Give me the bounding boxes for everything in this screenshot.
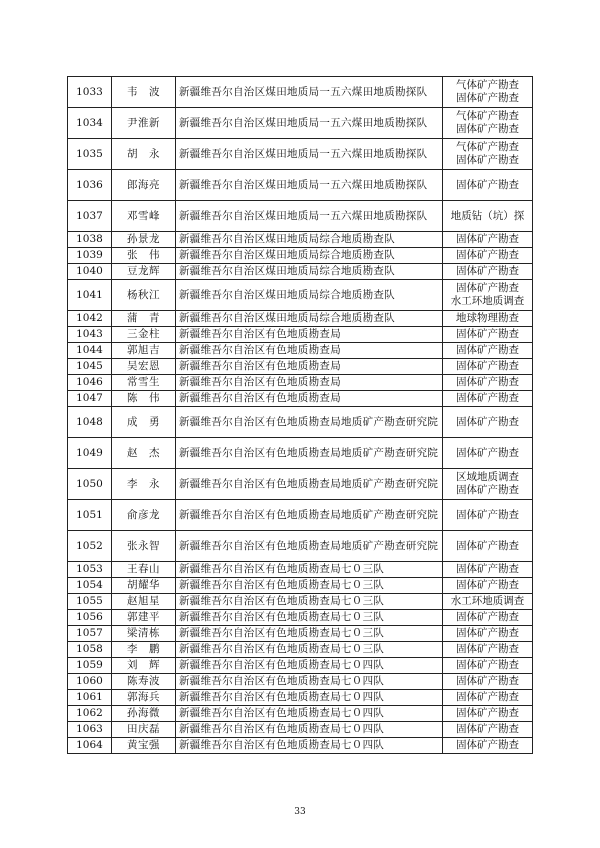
specialty-cell [443, 578, 533, 594]
specialty-cell [443, 722, 533, 738]
row-number-cell: 1041 [68, 280, 112, 311]
row-number-cell: 1036 [68, 170, 112, 201]
person-name-cell: 黄宝强 [112, 738, 176, 754]
row-number-cell: 1061 [68, 690, 112, 706]
work-unit-cell: 新疆维吾尔自治区有色地质勘查局地质矿产勘查研究院 [176, 469, 443, 500]
specialty-cell [443, 311, 533, 327]
work-unit-cell: 新疆维吾尔自治区有色地质勘查局七０四队 [176, 674, 443, 690]
row-number-cell: 1038 [68, 232, 112, 248]
table-row [68, 722, 533, 738]
person-name-cell: 尹淮新 [112, 108, 176, 139]
person-name-cell: 赵 杰 [112, 438, 176, 469]
page-number: 33 [294, 807, 306, 817]
row-number-cell: 1058 [68, 642, 112, 658]
table-row [68, 264, 533, 280]
table-row [68, 500, 533, 531]
specialty-label: 固体矿产勘查 [456, 92, 519, 104]
specialty-label: 固体矿产勘查 [456, 707, 519, 719]
work-unit-cell: 新疆维吾尔自治区有色地质勘查局 [176, 359, 443, 375]
specialty-label: 固体矿产勘查 [456, 265, 519, 277]
specialty-cell [443, 248, 533, 264]
specialty-label: 固体矿产勘查 [456, 392, 519, 404]
specialty-cell [443, 738, 533, 754]
specialty-label: 水工环地质调查 [450, 295, 525, 307]
specialty-label: 固体矿产勘查 [456, 233, 519, 245]
person-name-cell: 刘 辉 [112, 658, 176, 674]
specialty-cell [443, 438, 533, 469]
row-number-cell: 1045 [68, 359, 112, 375]
work-unit-cell: 新疆维吾尔自治区有色地质勘查局七０三队 [176, 626, 443, 642]
specialty-cell [443, 232, 533, 248]
table-row [68, 170, 533, 201]
work-unit-cell: 新疆维吾尔自治区有色地质勘查局七０三队 [176, 578, 443, 594]
specialty-cell [443, 280, 533, 311]
table-row [68, 201, 533, 232]
specialty-label: 气体矿产勘查 [456, 79, 519, 91]
specialty-label: 固体矿产勘查 [456, 691, 519, 703]
work-unit-cell: 新疆维吾尔自治区有色地质勘查局地质矿产勘查研究院 [176, 438, 443, 469]
row-number-cell: 1033 [68, 77, 112, 108]
work-unit-cell: 新疆维吾尔自治区煤田地质局综合地质勘查队 [176, 264, 443, 280]
table-row [68, 391, 533, 407]
specialty-cell [443, 531, 533, 562]
specialty-cell [443, 642, 533, 658]
person-name-cell: 李 永 [112, 469, 176, 500]
person-name-cell: 梁清栋 [112, 626, 176, 642]
specialty-label: 固体矿产勘查 [456, 563, 519, 575]
specialty-label: 固体矿产勘查 [456, 178, 519, 191]
work-unit-cell: 新疆维吾尔自治区有色地质勘查局七０三队 [176, 610, 443, 626]
person-name-cell: 陈寿波 [112, 674, 176, 690]
work-unit-cell: 新疆维吾尔自治区有色地质勘查局 [176, 375, 443, 391]
work-unit-cell: 新疆维吾尔自治区有色地质勘查局地质矿产勘查研究院 [176, 531, 443, 562]
work-unit-cell: 新疆维吾尔自治区煤田地质局一五六煤田地质勘探队 [176, 139, 443, 170]
specialty-cell [443, 359, 533, 375]
row-number-cell: 1052 [68, 531, 112, 562]
table-row [68, 594, 533, 610]
specialty-cell [443, 264, 533, 280]
person-name-cell: 郎海亮 [112, 170, 176, 201]
row-number-cell: 1037 [68, 201, 112, 232]
row-number-cell: 1044 [68, 343, 112, 359]
person-name-cell: 邓雪峰 [112, 201, 176, 232]
table-row [68, 706, 533, 722]
table-row [68, 626, 533, 642]
table-row [68, 108, 533, 139]
person-name-cell: 孙海微 [112, 706, 176, 722]
personnel-table [67, 76, 533, 754]
specialty-cell [443, 170, 533, 201]
specialty-cell [443, 77, 533, 108]
table-row [68, 359, 533, 375]
row-number-cell: 1057 [68, 626, 112, 642]
specialty-label: 固体矿产勘查 [456, 282, 519, 294]
table-row [68, 232, 533, 248]
personnel-table-body [68, 77, 533, 754]
person-name-cell: 成 勇 [112, 407, 176, 438]
work-unit-cell: 新疆维吾尔自治区煤田地质局综合地质勘查队 [176, 280, 443, 311]
table-row [68, 690, 533, 706]
work-unit-cell: 新疆维吾尔自治区煤田地质局一五六煤田地质勘探队 [176, 201, 443, 232]
table-row [68, 375, 533, 391]
row-number-cell: 1063 [68, 722, 112, 738]
row-number-cell: 1048 [68, 407, 112, 438]
work-unit-cell: 新疆维吾尔自治区有色地质勘查局 [176, 343, 443, 359]
work-unit-cell: 新疆维吾尔自治区有色地质勘查局七０三队 [176, 594, 443, 610]
specialty-cell [443, 674, 533, 690]
person-name-cell: 豆龙辉 [112, 264, 176, 280]
person-name-cell: 郭海兵 [112, 690, 176, 706]
specialty-label: 固体矿产勘查 [456, 415, 519, 428]
person-name-cell: 杨秋江 [112, 280, 176, 311]
specialty-label: 固体矿产勘查 [456, 344, 519, 356]
person-name-cell: 蒲 青 [112, 311, 176, 327]
specialty-label: 固体矿产勘查 [456, 723, 519, 735]
row-number-cell: 1059 [68, 658, 112, 674]
specialty-label: 固体矿产勘查 [456, 739, 519, 751]
specialty-cell [443, 327, 533, 343]
specialty-cell [443, 201, 533, 232]
work-unit-cell: 新疆维吾尔自治区煤田地质局一五六煤田地质勘探队 [176, 170, 443, 201]
specialty-cell [443, 139, 533, 170]
specialty-cell [443, 375, 533, 391]
table-row [68, 248, 533, 264]
work-unit-cell: 新疆维吾尔自治区煤田地质局综合地质勘查队 [176, 248, 443, 264]
specialty-cell [443, 658, 533, 674]
work-unit-cell: 新疆维吾尔自治区有色地质勘查局七０四队 [176, 690, 443, 706]
table-row [68, 438, 533, 469]
specialty-label: 气体矿产勘查 [456, 141, 519, 153]
specialty-cell [443, 407, 533, 438]
specialty-label: 固体矿产勘查 [456, 328, 519, 340]
person-name-cell: 郭建平 [112, 610, 176, 626]
row-number-cell: 1062 [68, 706, 112, 722]
table-row [68, 469, 533, 500]
table-row [68, 311, 533, 327]
specialty-cell [443, 690, 533, 706]
table-row [68, 658, 533, 674]
table-row [68, 407, 533, 438]
specialty-label: 固体矿产勘查 [456, 627, 519, 639]
person-name-cell: 孙景龙 [112, 232, 176, 248]
work-unit-cell: 新疆维吾尔自治区煤田地质局综合地质勘查队 [176, 232, 443, 248]
specialty-label: 固体矿产勘查 [456, 484, 519, 496]
table-row [68, 562, 533, 578]
work-unit-cell: 新疆维吾尔自治区煤田地质局一五六煤田地质勘探队 [176, 77, 443, 108]
specialty-label: 固体矿产勘查 [456, 376, 519, 388]
person-name-cell: 王春山 [112, 562, 176, 578]
row-number-cell: 1054 [68, 578, 112, 594]
row-number-cell: 1035 [68, 139, 112, 170]
person-name-cell: 张永智 [112, 531, 176, 562]
row-number-cell: 1047 [68, 391, 112, 407]
specialty-cell [443, 391, 533, 407]
row-number-cell: 1051 [68, 500, 112, 531]
specialty-label: 固体矿产勘查 [456, 508, 519, 521]
work-unit-cell: 新疆维吾尔自治区煤田地质局一五六煤田地质勘探队 [176, 108, 443, 139]
specialty-label: 区域地质调查 [456, 471, 519, 483]
specialty-cell [443, 500, 533, 531]
person-name-cell: 吴宏恩 [112, 359, 176, 375]
specialty-label: 固体矿产勘查 [456, 579, 519, 591]
row-number-cell: 1046 [68, 375, 112, 391]
person-name-cell: 胡 永 [112, 139, 176, 170]
row-number-cell: 1050 [68, 469, 112, 500]
specialty-label: 固体矿产勘查 [456, 154, 519, 166]
table-row [68, 327, 533, 343]
specialty-cell [443, 108, 533, 139]
person-name-cell: 田庆磊 [112, 722, 176, 738]
work-unit-cell: 新疆维吾尔自治区有色地质勘查局 [176, 327, 443, 343]
specialty-cell [443, 610, 533, 626]
person-name-cell: 常雪生 [112, 375, 176, 391]
specialty-label: 固体矿产勘查 [456, 611, 519, 623]
row-number-cell: 1053 [68, 562, 112, 578]
person-name-cell: 李 鹏 [112, 642, 176, 658]
specialty-cell [443, 469, 533, 500]
specialty-cell [443, 343, 533, 359]
specialty-label: 固体矿产勘查 [456, 659, 519, 671]
row-number-cell: 1049 [68, 438, 112, 469]
table-row [68, 610, 533, 626]
row-number-cell: 1060 [68, 674, 112, 690]
table-row [68, 139, 533, 170]
person-name-cell: 郭旭吉 [112, 343, 176, 359]
specialty-label: 地质钻（坑）探 [450, 209, 525, 222]
work-unit-cell: 新疆维吾尔自治区有色地质勘查局七０四队 [176, 738, 443, 754]
specialty-label: 固体矿产勘查 [456, 643, 519, 655]
table-row [68, 578, 533, 594]
table-row [68, 531, 533, 562]
specialty-cell [443, 594, 533, 610]
table-row [68, 642, 533, 658]
table-row [68, 674, 533, 690]
specialty-label: 气体矿产勘查 [456, 110, 519, 122]
person-name-cell: 胡耀华 [112, 578, 176, 594]
table-row [68, 343, 533, 359]
specialty-label: 固体矿产勘查 [456, 249, 519, 261]
work-unit-cell: 新疆维吾尔自治区有色地质勘查局 [176, 391, 443, 407]
person-name-cell: 三金柱 [112, 327, 176, 343]
row-number-cell: 1056 [68, 610, 112, 626]
work-unit-cell: 新疆维吾尔自治区有色地质勘查局七０四队 [176, 706, 443, 722]
specialty-label: 固体矿产勘查 [456, 675, 519, 687]
work-unit-cell: 新疆维吾尔自治区有色地质勘查局地质矿产勘查研究院 [176, 407, 443, 438]
row-number-cell: 1064 [68, 738, 112, 754]
specialty-label: 水工环地质调查 [450, 595, 525, 607]
row-number-cell: 1040 [68, 264, 112, 280]
table-row [68, 77, 533, 108]
specialty-label: 固体矿产勘查 [456, 123, 519, 135]
row-number-cell: 1042 [68, 311, 112, 327]
specialty-label: 固体矿产勘查 [456, 446, 519, 459]
specialty-label: 固体矿产勘查 [456, 539, 519, 552]
work-unit-cell: 新疆维吾尔自治区有色地质勘查局七０三队 [176, 562, 443, 578]
table-row [68, 280, 533, 311]
work-unit-cell: 新疆维吾尔自治区煤田地质局综合地质勘查队 [176, 311, 443, 327]
specialty-label: 地球物理勘查 [456, 312, 519, 324]
person-name-cell: 陈 伟 [112, 391, 176, 407]
specialty-label: 固体矿产勘查 [456, 360, 519, 372]
person-name-cell: 张 伟 [112, 248, 176, 264]
row-number-cell: 1034 [68, 108, 112, 139]
table-row [68, 738, 533, 754]
row-number-cell: 1039 [68, 248, 112, 264]
work-unit-cell: 新疆维吾尔自治区有色地质勘查局七０四队 [176, 722, 443, 738]
row-number-cell: 1043 [68, 327, 112, 343]
specialty-cell [443, 706, 533, 722]
person-name-cell: 俞彦龙 [112, 500, 176, 531]
specialty-cell [443, 626, 533, 642]
person-name-cell: 赵旭星 [112, 594, 176, 610]
row-number-cell: 1055 [68, 594, 112, 610]
work-unit-cell: 新疆维吾尔自治区有色地质勘查局七０三队 [176, 642, 443, 658]
specialty-cell [443, 562, 533, 578]
person-name-cell: 韦 波 [112, 77, 176, 108]
work-unit-cell: 新疆维吾尔自治区有色地质勘查局七０四队 [176, 658, 443, 674]
work-unit-cell: 新疆维吾尔自治区有色地质勘查局地质矿产勘查研究院 [176, 500, 443, 531]
